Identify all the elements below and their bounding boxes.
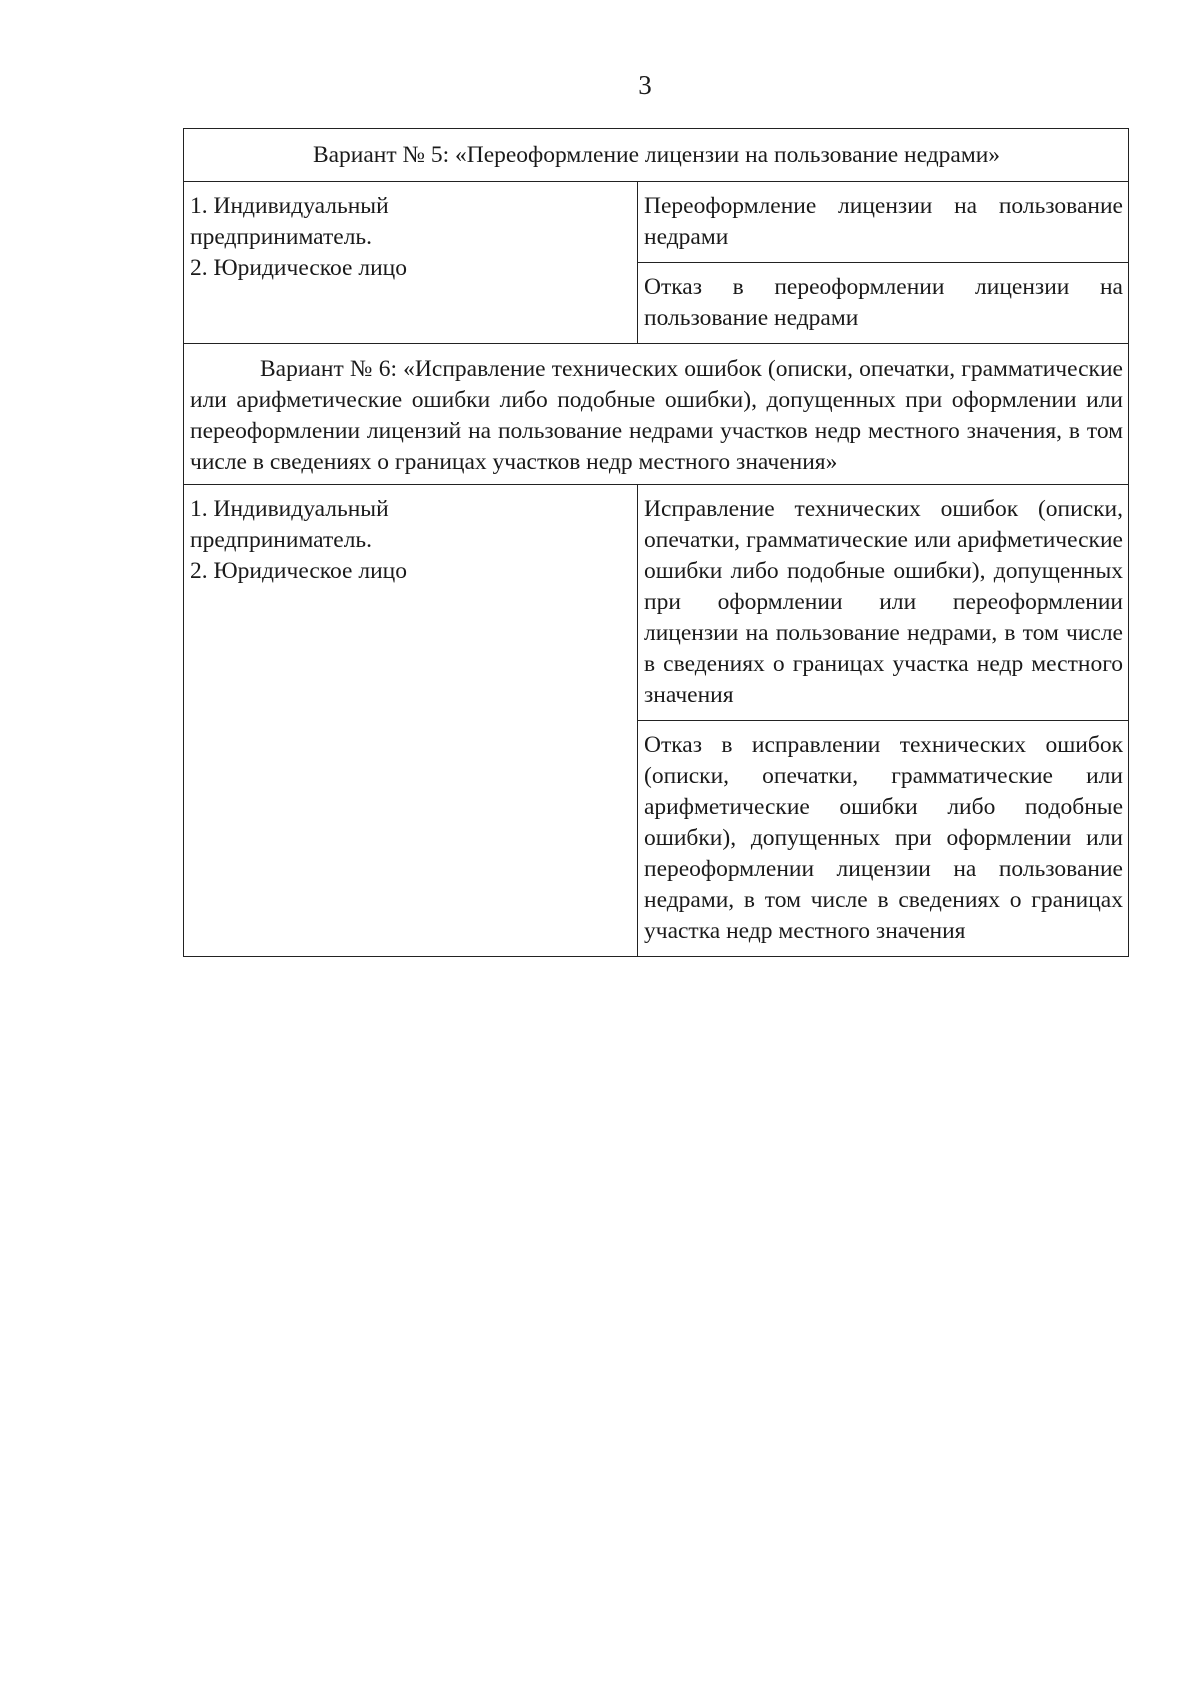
variant-6-result-refusal: Отказ в исправлении технических ошибок (описки, опечатки, грамматические или арифметические ошибки либо подобные ошибки), допущенных при оформлении или переоформлении лицензии на пользование недрами, в том числе в сведениях о границах участка недр местного значения [638, 721, 1129, 957]
variant-5-applicants [184, 182, 638, 344]
applicant-line: 2. Юридическое лицо [190, 255, 407, 281]
applicant-line: 1. Индивидуальный [190, 496, 389, 522]
applicant-line: предприниматель. [190, 224, 373, 250]
variant-6-applicants [184, 485, 638, 957]
page-number: 3 [638, 70, 652, 100]
variants-table [183, 128, 1129, 957]
variant-6-header-row [184, 344, 1129, 485]
variant-5-result-refusal: Отказ в переоформлении лицензии на пользование недрами [638, 263, 1129, 344]
variant-6-title: Вариант № 6: «Исправление технических ошибок (описки, опечатки, грамматические или арифметические ошибки либо подобные ошибки), допущенных при оформлении или переоформлении лицензий на пользование недрами участков недр местного значения, в том числе в сведениях о границах участков недр местного значения» [184, 344, 1129, 485]
applicant-line: 1. Индивидуальный [190, 193, 389, 219]
variant-5-title: Вариант № 5: «Переоформление лицензии на пользование недрами» [184, 129, 1129, 182]
applicant-line: 2. Юридическое лицо [190, 558, 407, 584]
variant-6-result-correction: Исправление технических ошибок (описки, опечатки, грамматические или арифметические ошибки либо подобные ошибки), допущенных при оформлении или переоформлении лицензии на пользование недрами, в том числе в сведениях о границах участка недр местного значения [638, 485, 1129, 721]
applicant-line: предприниматель. [190, 527, 373, 553]
variant-5-header-row [184, 129, 1129, 182]
variant-5-result-reissue: Переоформление лицензии на пользование недрами [638, 182, 1129, 263]
variant-6-row-1 [184, 485, 1129, 721]
variant-5-row-1 [184, 182, 1129, 263]
